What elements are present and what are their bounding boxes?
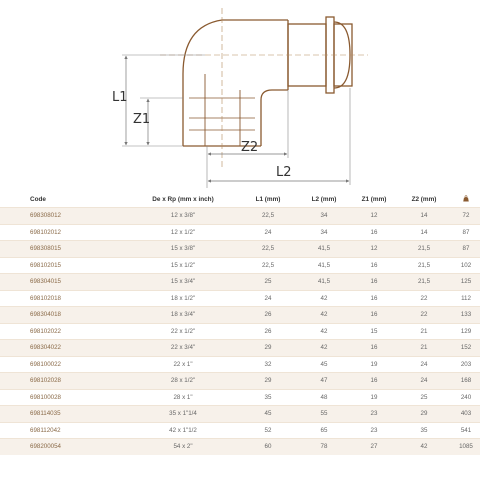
cell-z1: 16 (352, 307, 396, 324)
cell-code: 698102015 (0, 257, 126, 274)
cell-weight: 1085 (452, 439, 480, 455)
cell-l1: 25 (240, 274, 296, 291)
cell-l2: 41,5 (296, 274, 352, 291)
table-row (0, 356, 480, 373)
cell-l2: 48 (296, 389, 352, 406)
table-row (0, 307, 480, 324)
cell-z1: 16 (352, 340, 396, 357)
cell-weight: 129 (452, 323, 480, 340)
cell-z2: 14 (396, 224, 452, 241)
cell-z1: 12 (352, 241, 396, 258)
cell-size: 22 x 3/4" (126, 340, 240, 357)
cell-size: 35 x 1"1/4 (126, 406, 240, 423)
table-row (0, 208, 480, 225)
cell-l1: 60 (240, 439, 296, 455)
cell-z2: 42 (396, 439, 452, 455)
extension-lines (122, 55, 350, 188)
cell-l2: 41,5 (296, 257, 352, 274)
cell-code: 698102018 (0, 290, 126, 307)
cell-z1: 16 (352, 224, 396, 241)
cell-weight: 168 (452, 373, 480, 390)
table-row (0, 323, 480, 340)
elbow-fitting-drawing (0, 0, 480, 188)
table-header-row (0, 191, 480, 208)
header-l2: L2 (mm) (311, 195, 337, 203)
cell-size: 42 x 1"1/2 (126, 422, 240, 439)
cell-l1: 45 (240, 406, 296, 423)
cell-size: 28 x 1" (126, 389, 240, 406)
cell-l2: 42 (296, 340, 352, 357)
cell-code: 698304018 (0, 307, 126, 324)
table-row (0, 340, 480, 357)
l1-dimension-label: L1 (112, 90, 128, 105)
header-code: Code (30, 195, 46, 203)
cell-code: 698114035 (0, 406, 126, 423)
cell-size: 28 x 1/2" (126, 373, 240, 390)
cell-z1: 23 (352, 406, 396, 423)
cell-z1: 27 (352, 439, 396, 455)
cell-weight: 102 (452, 257, 480, 274)
cell-l1: 29 (240, 373, 296, 390)
cell-size: 22 x 1/2" (126, 323, 240, 340)
table-row (0, 406, 480, 423)
header-weight (452, 191, 480, 208)
cell-l2: 42 (296, 290, 352, 307)
z1-dimension-label: Z1 (133, 112, 151, 127)
cell-l1: 35 (240, 389, 296, 406)
cell-l1: 52 (240, 422, 296, 439)
cell-weight: 152 (452, 340, 480, 357)
table-row (0, 224, 480, 241)
cell-code: 698102012 (0, 224, 126, 241)
cell-z1: 16 (352, 373, 396, 390)
cell-size: 18 x 1/2" (126, 290, 240, 307)
cell-l1: 26 (240, 307, 296, 324)
technical-drawing (0, 0, 480, 188)
cell-z2: 29 (396, 406, 452, 423)
cell-l1: 22,5 (240, 208, 296, 225)
cell-weight: 72 (452, 208, 480, 225)
cell-z2: 22 (396, 307, 452, 324)
cell-l2: 42 (296, 307, 352, 324)
table-row (0, 422, 480, 439)
cell-z1: 12 (352, 208, 396, 225)
cell-l1: 32 (240, 356, 296, 373)
table-row (0, 389, 480, 406)
cell-l2: 41,5 (296, 241, 352, 258)
cell-weight: 541 (452, 422, 480, 439)
cell-weight: 240 (452, 389, 480, 406)
product-table (0, 191, 480, 455)
cell-size: 15 x 1/2" (126, 257, 240, 274)
cell-l1: 22,5 (240, 241, 296, 258)
cell-z2: 25 (396, 389, 452, 406)
weight-icon (463, 195, 469, 202)
cell-code: 698112042 (0, 422, 126, 439)
cell-weight: 87 (452, 241, 480, 258)
cell-code: 698304015 (0, 274, 126, 291)
header-l1: L1 (mm) (255, 195, 281, 203)
cell-weight: 87 (452, 224, 480, 241)
cell-l2: 78 (296, 439, 352, 455)
cell-l1: 24 (240, 290, 296, 307)
table-row (0, 257, 480, 274)
cell-code: 698200054 (0, 439, 126, 455)
cell-l1: 29 (240, 340, 296, 357)
l2-dimension-label: L2 (276, 165, 292, 180)
cell-size: 15 x 3/8" (126, 241, 240, 258)
table-row (0, 439, 480, 455)
cell-weight: 125 (452, 274, 480, 291)
cell-weight: 112 (452, 290, 480, 307)
cell-l2: 34 (296, 208, 352, 225)
cell-code: 698308012 (0, 208, 126, 225)
header-size: De x Rp (mm x inch) (152, 195, 214, 203)
cell-size: 12 x 1/2" (126, 224, 240, 241)
cell-l2: 42 (296, 323, 352, 340)
cell-l2: 65 (296, 422, 352, 439)
cell-l2: 47 (296, 373, 352, 390)
header-z1: Z1 (mm) (361, 195, 387, 203)
cell-code: 698100028 (0, 389, 126, 406)
cell-z2: 14 (396, 208, 452, 225)
cell-l2: 55 (296, 406, 352, 423)
cell-weight: 403 (452, 406, 480, 423)
cell-z2: 24 (396, 356, 452, 373)
cell-code: 698308015 (0, 241, 126, 258)
cell-l1: 24 (240, 224, 296, 241)
cell-code: 698102022 (0, 323, 126, 340)
cell-weight: 133 (452, 307, 480, 324)
cell-z1: 16 (352, 257, 396, 274)
cell-z1: 19 (352, 356, 396, 373)
cell-z2: 21 (396, 340, 452, 357)
table-row (0, 241, 480, 258)
cell-size: 18 x 3/4" (126, 307, 240, 324)
header-z2: Z2 (mm) (411, 195, 437, 203)
cell-size: 22 x 1" (126, 356, 240, 373)
cell-code: 698102028 (0, 373, 126, 390)
table-row (0, 290, 480, 307)
cell-z1: 15 (352, 323, 396, 340)
z2-dimension-label: Z2 (241, 140, 259, 155)
cell-z2: 21 (396, 323, 452, 340)
cell-z1: 16 (352, 274, 396, 291)
cell-l1: 26 (240, 323, 296, 340)
cell-weight: 203 (452, 356, 480, 373)
cell-size: 54 x 2" (126, 439, 240, 455)
cell-z2: 21,5 (396, 274, 452, 291)
cell-l2: 45 (296, 356, 352, 373)
cell-z1: 19 (352, 389, 396, 406)
dimension-lines (126, 56, 349, 181)
cell-z2: 35 (396, 422, 452, 439)
table-row (0, 274, 480, 291)
table-row (0, 373, 480, 390)
cell-size: 12 x 3/8" (126, 208, 240, 225)
cell-z2: 21,5 (396, 257, 452, 274)
cell-code: 698304022 (0, 340, 126, 357)
cell-z1: 16 (352, 290, 396, 307)
cell-z1: 23 (352, 422, 396, 439)
cell-l1: 22,5 (240, 257, 296, 274)
cell-code: 698100022 (0, 356, 126, 373)
fitting-outline (183, 17, 352, 146)
cell-z2: 24 (396, 373, 452, 390)
cell-size: 15 x 3/4" (126, 274, 240, 291)
cell-z2: 21,5 (396, 241, 452, 258)
cell-l2: 34 (296, 224, 352, 241)
cell-z2: 22 (396, 290, 452, 307)
